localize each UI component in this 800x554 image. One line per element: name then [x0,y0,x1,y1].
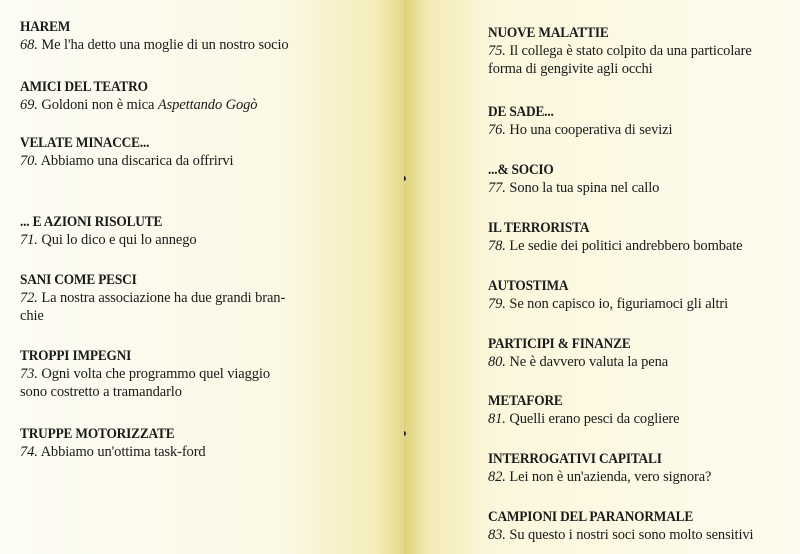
entry-number: 72. [20,290,38,306]
entry-body: Se non capisco io, figuriamoci gli altri [509,296,729,312]
entry-text [20,365,390,383]
entry-80 [488,336,796,371]
entry-body: Ho una cooperativa di sevizi [509,122,673,138]
entry-title: VELATE MINACCE... [20,135,150,151]
entry-body: Il collega è stato colpito da una particolare [509,43,752,59]
entry-title: TRUPPE MOTORIZZATE [20,426,175,442]
entry-69 [20,79,390,114]
entry-text [488,237,796,255]
entry-body: Me l'ha detto una moglie di un nostro socio [41,37,289,53]
entry-number: 76. [488,122,506,138]
entry-title: METAFORE [488,393,563,409]
entry-text [20,96,390,114]
entry-number: 83. [488,527,506,543]
entry-text-line2: forma di gengivite agli occhi [488,61,653,77]
entry-75 [488,25,796,78]
entry-text [488,410,796,428]
entry-text [488,179,796,197]
entry-title: TROPPI IMPEGNI [20,348,132,364]
entry-title: ... E AZIONI RISOLUTE [20,214,163,230]
entry-78 [488,220,796,255]
entry-title: AUTOSTIMA [488,278,569,294]
binding-dot [404,176,406,181]
entry-text [488,42,796,60]
entry-text [20,443,390,461]
entry-number: 78. [488,238,506,254]
entry-71 [20,214,390,249]
entry-number: 77. [488,180,506,196]
entry-text [488,295,796,313]
entry-title: HAREM [20,19,71,35]
entry-title: ...& SOCIO [488,162,554,178]
entry-body: La nostra associazione ha due grandi bran- [41,290,286,306]
entry-body: Abbiamo un'ottima task-ford [40,444,206,460]
entry-text-line2: sono costretto a tramandarlo [20,384,182,400]
entry-text [488,121,796,139]
entry-number: 73. [20,366,38,382]
entry-number: 74. [20,444,38,460]
entry-83 [488,509,796,544]
entry-title: CAMPIONI DEL PARANORMALE [488,509,694,525]
entry-body: Quelli erano pesci da cogliere [509,411,680,427]
entry-79 [488,278,796,313]
entry-number: 68. [20,37,38,53]
entry-68 [20,19,390,54]
entry-text-line2: chie [20,308,44,324]
entry-number: 80. [488,354,506,370]
entry-70 [20,135,390,170]
entry-body: Le sedie dei politici andrebbero bombate [509,238,743,254]
entry-text [20,231,390,249]
entry-body: Lei non è un'azienda, vero signora? [509,469,712,485]
entry-72 [20,272,390,325]
entry-number: 69. [20,97,38,113]
entry-body: Ogni volta che programmo quel viaggio [41,366,271,382]
entry-77 [488,162,796,197]
entry-81 [488,393,796,428]
entry-body: Goldoni non è mica [41,97,158,113]
entry-body: Qui lo dico e qui lo annego [41,232,197,248]
entry-number: 81. [488,411,506,427]
binding-dot [404,431,406,436]
entry-82 [488,451,796,486]
entry-76 [488,104,796,139]
entry-title: AMICI DEL TEATRO [20,79,148,95]
entry-number: 71. [20,232,38,248]
right-page [404,0,800,554]
entry-text [488,526,796,544]
entry-number: 70. [20,153,38,169]
entry-title: INTERROGATIVI CAPITALI [488,451,662,467]
entry-text [488,353,796,371]
entry-number: 79. [488,296,506,312]
entry-73 [20,348,390,401]
entry-title: DE SADE... [488,104,554,120]
entry-number: 75. [488,43,506,59]
entry-title: SANI COME PESCI [20,272,137,288]
entry-text [488,468,796,486]
entry-body: Su questo i nostri soci sono molto sensitivi [509,527,754,543]
entry-body-italic: Aspettando Gogò [157,97,258,113]
entry-text [20,289,390,307]
entry-text [20,152,390,170]
entry-body: Abbiamo una discarica da offrirvi [40,153,234,169]
entry-text [20,36,390,54]
entry-title: PARTICIPI & FINANZE [488,336,631,352]
entry-title: IL TERRORISTA [488,220,590,236]
entry-body: Ne è davvero valuta la pena [509,354,669,370]
entry-title: NUOVE MALATTIE [488,25,609,41]
entry-number: 82. [488,469,506,485]
entry-body: Sono la tua spina nel callo [509,180,660,196]
entry-74 [20,426,390,461]
